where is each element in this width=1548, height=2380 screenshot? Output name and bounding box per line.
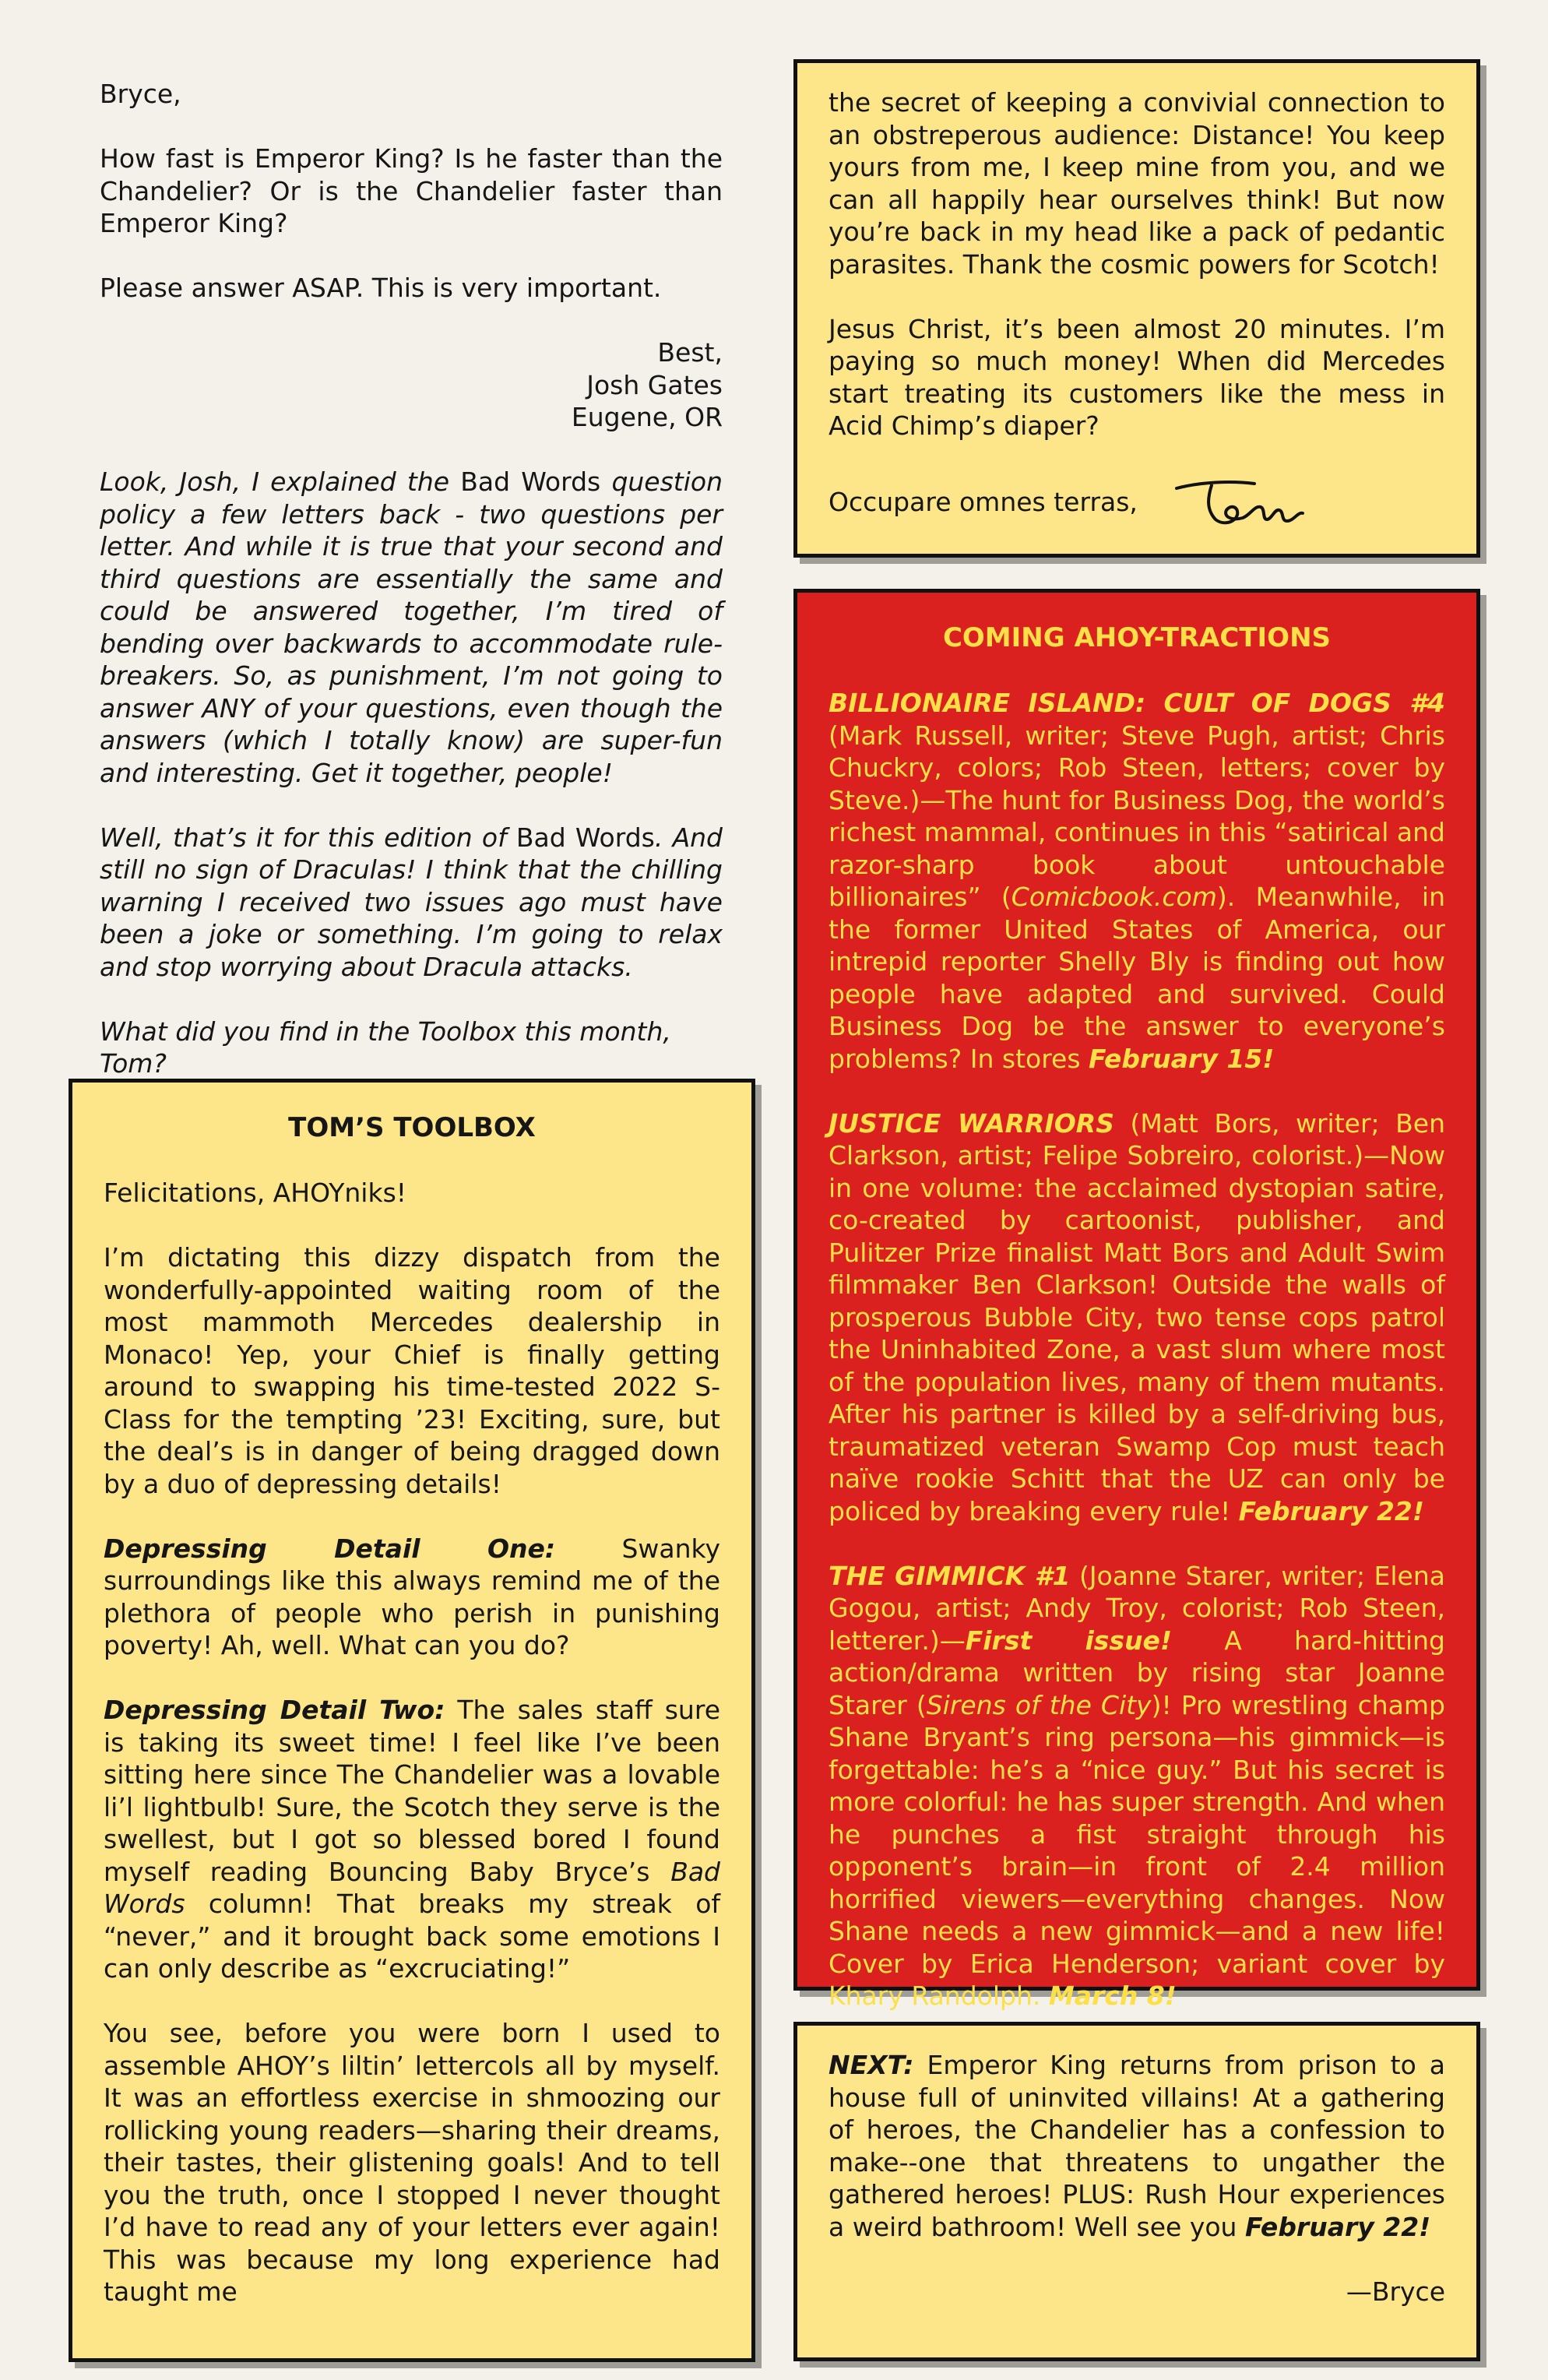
toolbox-paragraph-2: Depressing Detail One: Swanky surroundings like this always remind me of the plethora of people who perish in punishing poverty! Ah, well. What can you do? <box>104 1533 720 1660</box>
letter-request: Please answer ASAP. This is very important. <box>100 273 662 303</box>
toolbox-greeting: Felicitations, AHOYniks! <box>104 1178 407 1208</box>
signature-icon <box>1169 474 1325 529</box>
toolbox-title: TOM’S TOOLBOX <box>288 1112 536 1143</box>
toolbox-paragraph-3: Depressing Detail Two: The sales staff sure is taking its sweet time! I feel like I’ve been sitting here since The Chandelier was a lovable li’l lightbulb! Sure, the Scotch they serve is the swellest, but I got so blessed bored I found myself reading Bouncing Baby Bryce’s Bad Words column! That breaks my streak of “never,” and it brought back some emotions I can only describe as “excruciating!” <box>104 1695 720 1984</box>
letter-author-location: Eugene, OR <box>571 402 723 432</box>
reply-paragraph-2: Well, that’s it for this edition of Bad Words. And still no sign of Draculas! I think that the chilling warning I received two issues ago must have been a joke or something. I’m going to relax and stop worrying about Dracula attacks. <box>100 822 723 982</box>
reply-paragraph-3: What did you find in the Toolbox this month, Tom? <box>100 1016 671 1079</box>
letter-signoff <box>100 336 723 434</box>
reply-paragraph-1: Look, Josh, I explained the Bad Words question policy a few letters back - two questions per letter. And while it is true that your second and third questions are essentially the same and could be answered together, I’m tired of bending over backwards to accommodate rule-breakers. So, as punishment, I’m not going to answer ANY of your questions, even though the answers (which I totally know) are super-fun and interesting. Get it together, people! <box>100 466 723 788</box>
letter-question: How fast is Emperor King? Is he faster than the Chandelier? Or is the Chandelier faster than Emperor King? <box>100 143 723 238</box>
letter-greeting: Bryce, <box>100 79 181 109</box>
next-issue-text: NEXT: Emperor King returns from prison to a house full of uninvited villains! At a gathering of heroes, the Chandelier has a confession to make--one that threatens to ungather the gathered heroes! PLUS: Rush Hour experiences a weird bathroom! Well see you February 22! <box>829 2050 1445 2242</box>
toolbox-signoff <box>829 474 1445 518</box>
letter-column <box>100 78 723 1112</box>
coming-item-3: THE GIMMICK #1 (Joanne Starer, writer; Elena Gogou, artist; Andy Troy, colorist; Rob Steen, letterer.)—First issue! A hard-hitting action/drama written by rising star Joanne Starer (Sirens of the City)! Pro wrestling champ Shane Bryant’s ring persona—his gimmick—is forgettable: he’s a “nice guy.” But his secret is more colorful: he has super strength. And when he punches a fist straight through his opponent’s brain—in front of 2.4 million horrified viewers—everything changes. Now Shane needs a new gimmick—and a new life! Cover by Erica Henderson; variant cover by Khary Randolph. March 8! <box>829 1560 1445 2011</box>
coming-attractions-box <box>793 589 1480 2011</box>
signoff-text: Occupare omnes terras, <box>829 486 1138 517</box>
coming-item-1: BILLIONAIRE ISLAND: CULT OF DOGS #4 (Mark Russell, writer; Steve Pugh, artist; Chris Chuckry, colors; Rob Steen, letters; cover by Steve.)—The hunt for Business Dog, the world’s richest mammal, continues in this “satirical and razor-sharp book about untouchable billionaires” (Comicbook.com). Meanwhile, in the former United States of America, our intrepid reporter Shelly Bly is finding out how people have adapted and survived. Could Business Dog be the answer to everyone’s problems? In stores February 15! <box>829 688 1445 1074</box>
toolbox-continued-paragraph-2: Jesus Christ, it’s been almost 20 minutes. I’m paying so much money! When did Mercedes start treating its customers like the mess in Acid Chimp’s diaper? <box>829 313 1445 441</box>
toolbox-paragraph-4: You see, before you were born I used to assemble AHOY’s liltin’ lettercols all by myself. It was an effortless exercise in shmoozing our rollicking young readers—sharing their dreams, their tastes, their glistening goals! And to tell you the truth, once I stopped I never thought I’d have to read any of your letters ever again! This was because my long experience had taught me <box>104 2018 720 2307</box>
coming-title: COMING AHOY-TRACTIONS <box>942 622 1332 653</box>
next-issue-signoff: —Bryce <box>1346 2276 1445 2307</box>
toolbox-paragraph-1: I’m dictating this dizzy dispatch from the wonderfully-appointed waiting room of the most mammoth Mercedes dealership in Monaco! Yep, your Chief is finally getting around to swapping his time-tested 2022 S-Class for the tempting ’23! Exciting, sure, but the deal’s is in danger of being dragged down by a duo of depressing details! <box>104 1242 720 1499</box>
toms-toolbox-box <box>69 1079 755 2362</box>
letter-author-name: Josh Gates <box>586 369 723 400</box>
toolbox-continued-paragraph-1: the secret of keeping a convivial connection to an obstreperous audience: Distance! You keep yours from me, I keep mine from you, and we can all happily hear ourselves think! But now you’re back in my head like a pack of pedantic parasites. Thank the cosmic powers for Scotch! <box>829 87 1445 280</box>
letter-closing: Best, <box>657 337 723 368</box>
toolbox-continued-box <box>793 59 1480 558</box>
coming-item-2: JUSTICE WARRIORS (Matt Bors, writer; Ben Clarkson, artist; Felipe Sobreiro, colorist.)—Now in one volume: the acclaimed dystopian satire, co-created by cartoonist, publisher, and Pulitzer Prize finalist Matt Bors and Adult Swim filmmaker Ben Clarkson! Outside the walls of prosperous Bubble City, two tense cops patrol the Uninhabited Zone, a vast slum where most of the population lives, many of them mutants. After his partner is killed by a self-driving bus, traumatized veteran Swamp Cop must teach naïve rookie Schitt that the UZ can only be policed by breaking every rule! February 22! <box>829 1107 1445 1526</box>
next-issue-box <box>793 2022 1480 2361</box>
